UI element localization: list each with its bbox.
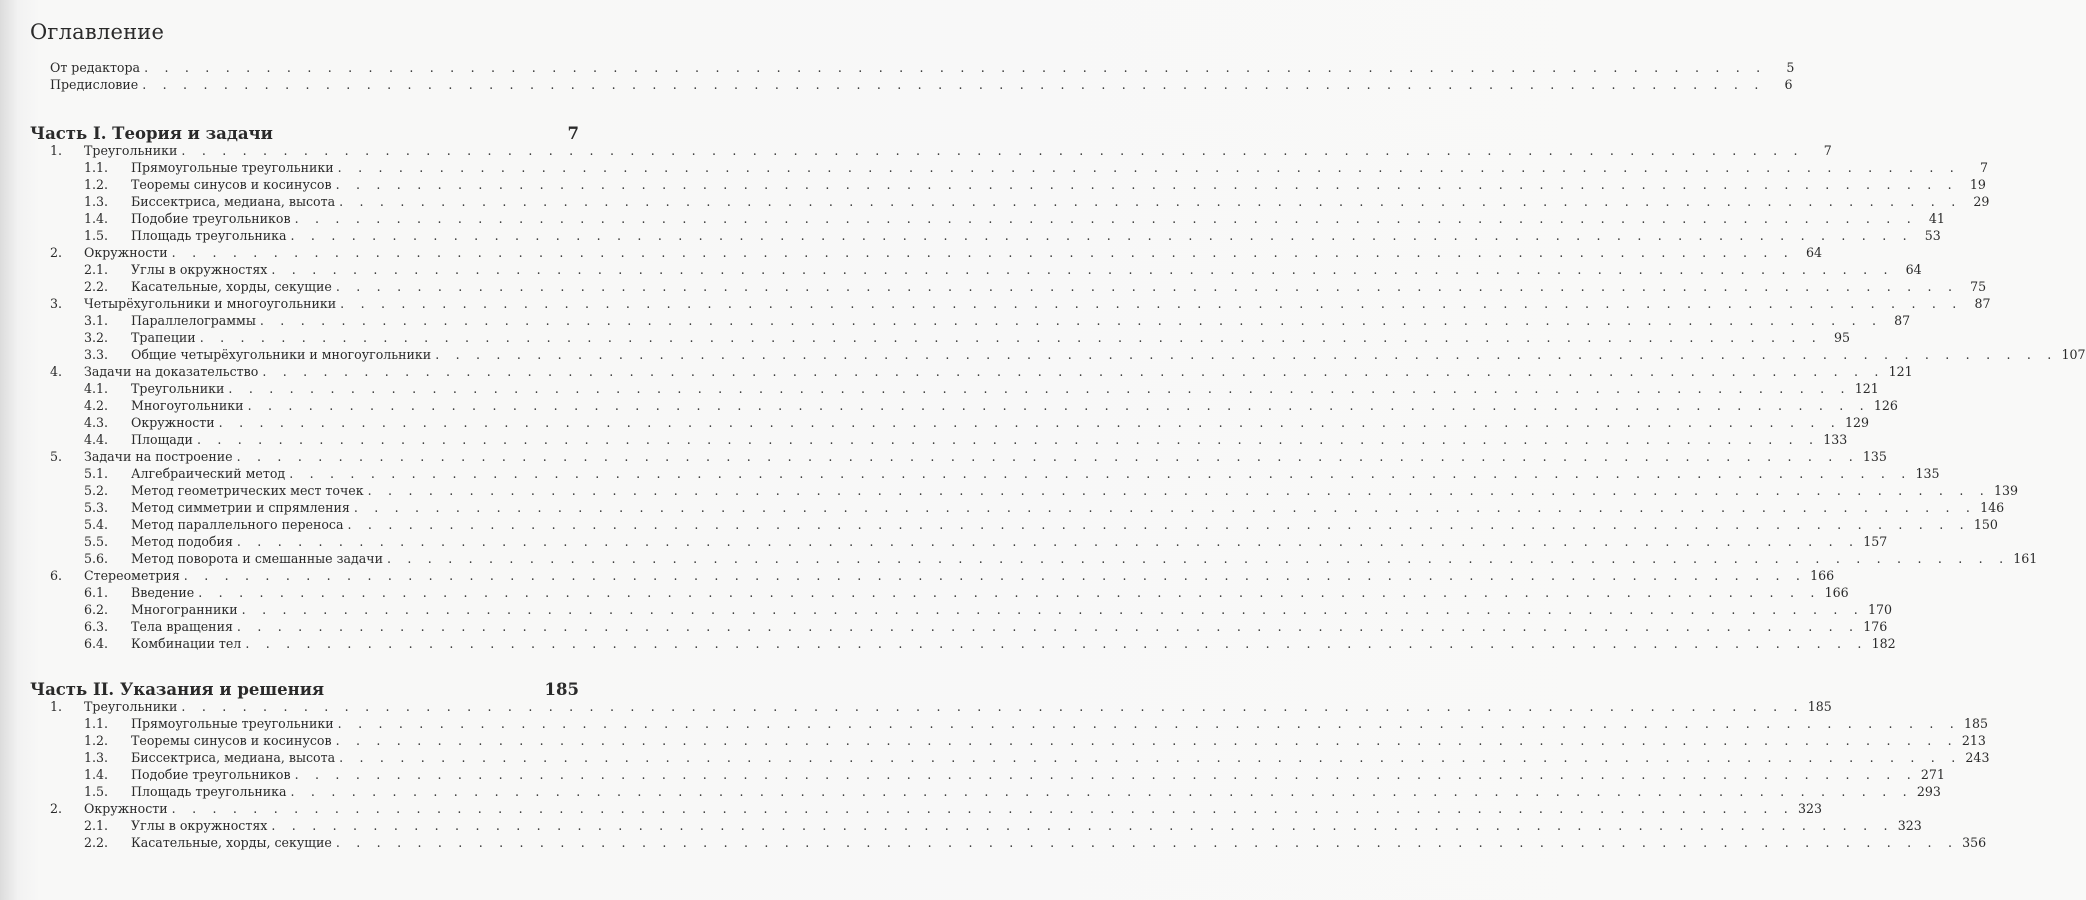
entry-text bbox=[131, 817, 1922, 834]
entry-number: 5.4. bbox=[84, 517, 109, 532]
entry-text bbox=[131, 193, 1990, 210]
entry-title: Углы в окружностях bbox=[131, 262, 268, 277]
part-heading[interactable] bbox=[30, 680, 579, 699]
entry-title: Задачи на построение bbox=[84, 449, 233, 464]
toc-entry-section[interactable] bbox=[0, 618, 1888, 635]
entry-page: 53 bbox=[1924, 228, 1941, 243]
entry-title: Метод подобия bbox=[131, 534, 233, 549]
entry-page: 29 bbox=[1973, 194, 1990, 209]
dot-leader: . . . . . . . . . . . . . . . . . . . . . . . . . . . . . . . . . . . . . . . . . . . . . . . . . . . . . . . . . . . . . . . . . . . . . . . . . . . . . . . . bbox=[142, 77, 1765, 92]
entry-number: 2.2. bbox=[84, 279, 109, 294]
entry-page: 323 bbox=[1797, 801, 1823, 816]
entry-page: 64 bbox=[1905, 262, 1922, 277]
entry-number: 1.5. bbox=[84, 784, 109, 799]
toc-entry-section[interactable] bbox=[0, 397, 1898, 414]
entry-text bbox=[131, 550, 2038, 567]
entry-page: 133 bbox=[1823, 432, 1848, 447]
entry-text bbox=[84, 295, 1991, 312]
entry-text bbox=[131, 465, 1940, 482]
entry-page: 182 bbox=[1871, 636, 1896, 651]
entry-text bbox=[131, 618, 1888, 635]
toc-entry-section[interactable] bbox=[0, 261, 1922, 278]
dot-leader: . . . . . . . . . . . . . . . . . . . . . . . . . . . . . . . . . . . . . . . . . . . . . . . . . . . . . . . . . . . . . . . . . . . . . . . . . . . . . . . . bbox=[236, 619, 1860, 634]
entry-title: Касательные, хорды, секущие bbox=[131, 835, 332, 850]
entry-text bbox=[84, 567, 1835, 584]
dot-leader: . . . . . . . . . . . . . . . . . . . . . . . . . . . . . . . . . . . . . . . . . . . . . . . . . . . . . . . . . . . . . . . . . . . . . . . . . . . . . . . . bbox=[335, 177, 1958, 192]
entry-number: 1.4. bbox=[84, 767, 109, 782]
entry-title: Метод параллельного переноса bbox=[131, 517, 344, 532]
dot-leader: . . . . . . . . . . . . . . . . . . . . . . . . . . . . . . . . . . . . . . . . . . . . . . . . . . . . . . . . . . . . . . . . . . . . . . . . . . . . . . . . bbox=[294, 211, 1917, 226]
entry-page: 64 bbox=[1805, 245, 1822, 260]
entry-page: 95 bbox=[1833, 330, 1851, 345]
entry-title: Алгебраический метод bbox=[131, 466, 286, 481]
entry-number: 2. bbox=[50, 245, 63, 260]
entry-title: Треугольники bbox=[84, 699, 178, 714]
entry-title: Окружности bbox=[84, 801, 168, 816]
entry-page: 107 bbox=[2061, 347, 2086, 362]
entry-number: 5.3. bbox=[84, 500, 109, 515]
entry-page: 7 bbox=[1823, 143, 1832, 158]
toc-entry-section[interactable] bbox=[0, 159, 1988, 176]
toc-entry-section[interactable] bbox=[0, 193, 1990, 210]
entry-number: 4.3. bbox=[84, 415, 109, 430]
entry-text bbox=[131, 261, 1922, 278]
entry-page: 19 bbox=[1969, 177, 1986, 192]
toc-entry-section[interactable] bbox=[0, 584, 1849, 601]
toc-entry-section[interactable] bbox=[0, 278, 1987, 295]
entry-number: 2. bbox=[50, 801, 63, 816]
entry-number: 5. bbox=[50, 449, 63, 464]
dot-leader: . . . . . . . . . . . . . . . . . . . . . . . . . . . . . . . . . . . . . . . . . . . . . . . . . . . . . . . . . . . . . . . . . . . . . . . . . . . . . . . . bbox=[337, 160, 1960, 175]
toc-entry-section[interactable] bbox=[0, 482, 2018, 499]
dot-leader: . . . . . . . . . . . . . . . . . . . . . . . . . . . . . . . . . . . . . . . . . . . . . . . . . . . . . . . . . . . . . . . . . . . . . . . . . . . . . . . . bbox=[199, 330, 1823, 345]
entry-number: 1. bbox=[50, 699, 63, 714]
dot-leader: . . . . . . . . . . . . . . . . . . . . . . . . . . . . . . . . . . . . . . . . . . . . . . . . . . . . . . . . . . . . . . . . . . . . . . . . . . . . . . . . bbox=[196, 432, 1820, 447]
entry-text bbox=[131, 749, 1990, 766]
entry-page: 135 bbox=[1862, 449, 1887, 464]
entry-title: Подобие треугольников bbox=[131, 767, 291, 782]
entry-page: 126 bbox=[1873, 398, 1898, 413]
toc-entry-front[interactable] bbox=[0, 76, 1793, 93]
entry-page: 75 bbox=[1970, 279, 1987, 294]
entry-page: 129 bbox=[1844, 415, 1870, 430]
entry-title: Площади bbox=[131, 432, 193, 447]
entry-page: 166 bbox=[1824, 585, 1849, 600]
toc-entry-chapter[interactable] bbox=[0, 363, 1913, 380]
dot-leader: . . . . . . . . . . . . . . . . . . . . . . . . . . . . . . . . . . . . . . . . . . . . . . . . . . . . . . . . . . . . . . . . . . . . . . . . . . . . . . . . bbox=[236, 449, 1859, 464]
entry-number: 6.2. bbox=[84, 602, 109, 617]
dot-leader: . . . . . . . . . . . . . . . . . . . . . . . . . . . . . . . . . . . . . . . . . . . . . . . . . . . . . . . . . . . . . . . . . . . . . . . . . . . . . . . . bbox=[347, 517, 1970, 532]
entry-title: Многоугольники bbox=[131, 398, 244, 413]
entry-page: 121 bbox=[1888, 364, 1913, 379]
entry-page: 150 bbox=[1973, 517, 1998, 532]
entry-title: Площадь треугольника bbox=[131, 228, 287, 243]
entry-title: Четырёхугольники и многоугольники bbox=[84, 296, 337, 311]
entry-title: Биссектриса, медиана, высота bbox=[131, 750, 336, 765]
entry-number: 1.2. bbox=[84, 733, 109, 748]
entry-number: 4. bbox=[50, 364, 63, 379]
entry-title: Метод геометрических мест точек bbox=[131, 483, 364, 498]
entry-text bbox=[84, 800, 1823, 817]
toc-entry-section[interactable] bbox=[0, 465, 1940, 482]
entry-number: 3. bbox=[50, 296, 63, 311]
entry-title: Введение bbox=[131, 585, 195, 600]
entry-number: 1.2. bbox=[84, 177, 109, 192]
toc-entry-section[interactable] bbox=[0, 601, 1893, 618]
entry-page: 135 bbox=[1915, 466, 1940, 481]
entry-number: 5.5. bbox=[84, 534, 109, 549]
entry-page: 6 bbox=[1784, 77, 1793, 92]
entry-page: 161 bbox=[2013, 551, 2038, 566]
dot-leader: . . . . . . . . . . . . . . . . . . . . . . . . . . . . . . . . . . . . . . . . . . . . . . . . . . . . . . . . . . . . . . . . . . . . . . . . . . . . . . . . bbox=[294, 767, 1917, 782]
dot-leader: . . . . . . . . . . . . . . . . . . . . . . . . . . . . . . . . . . . . . . . . . . . . . . . . . . . . . . . . . . . . . . . . . . . . . . . . . . . . . . . . bbox=[247, 398, 1870, 413]
entry-text bbox=[131, 635, 1896, 652]
entry-title: Общие четырёхугольники и многоугольники bbox=[131, 347, 432, 362]
entry-title: Биссектриса, медиана, высота bbox=[131, 194, 336, 209]
entry-text bbox=[131, 414, 1870, 431]
toc-entry-section[interactable] bbox=[0, 312, 1911, 329]
entry-page: 87 bbox=[1894, 313, 1911, 328]
entry-title: Прямоугольные треугольники bbox=[131, 160, 334, 175]
toc-entry-section[interactable] bbox=[0, 176, 1986, 193]
toc-entry-section[interactable] bbox=[0, 834, 1987, 851]
part-title: Часть I. Теория и задачи bbox=[30, 124, 273, 143]
toc-entry-section[interactable] bbox=[0, 732, 1986, 749]
dot-leader: . . . . . . . . . . . . . . . . . . . . . . . . . . . . . . . . . . . . . . . . . . . . . . . . . . . . . . . . . . . . . . . . . . . . . . . . . . . . . . . . bbox=[181, 699, 1804, 714]
entry-page: 293 bbox=[1916, 784, 1941, 799]
dot-leader: . . . . . . . . . . . . . . . . . . . . . . . . . . . . . . . . . . . . . . . . . . . . . . . . . . . . . . . . . . . . . . . . . . . . . . . . . . . . . . . . bbox=[337, 716, 1960, 731]
dot-leader: . . . . . . . . . . . . . . . . . . . . . . . . . . . . . . . . . . . . . . . . . . . . . . . . . . . . . . . . . . . . . . . . . . . . . . . . . . . . . . . . bbox=[241, 602, 1864, 617]
entry-number: 1.1. bbox=[84, 716, 109, 731]
toc-entry-section[interactable] bbox=[0, 380, 1879, 397]
entry-page: 7 bbox=[1979, 160, 1988, 175]
dot-leader: . . . . . . . . . . . . . . . . . . . . . . . . . . . . . . . . . . . . . . . . . . . . . . . . . . . . . . . . . . . . . . . . . . . . . . . . . . . . . . . . bbox=[236, 534, 1860, 549]
entry-title: Площадь треугольника bbox=[131, 784, 287, 799]
entry-title: Предисловие bbox=[50, 77, 139, 92]
entry-title: Подобие треугольников bbox=[131, 211, 291, 226]
entry-text bbox=[84, 244, 1822, 261]
entry-number: 2.1. bbox=[84, 262, 109, 277]
entry-title: Трапеции bbox=[131, 330, 196, 345]
entry-number: 6.3. bbox=[84, 619, 109, 634]
toc-entry-section[interactable] bbox=[0, 414, 1870, 431]
entry-text bbox=[84, 698, 1832, 715]
entry-number: 5.1. bbox=[84, 466, 109, 481]
entry-title: Параллелограммы bbox=[131, 313, 256, 328]
entry-page: 5 bbox=[1786, 60, 1795, 75]
entry-number: 2.2. bbox=[84, 835, 109, 850]
entry-number: 3.2. bbox=[84, 330, 109, 345]
toc-entry-chapter[interactable] bbox=[0, 244, 1822, 261]
dot-leader: . . . . . . . . . . . . . . . . . . . . . . . . . . . . . . . . . . . . . . . . . . . . . . . . . . . . . . . . . . . . . . . . . . . . . . . . . . . . . . . . bbox=[271, 262, 1894, 277]
entry-text bbox=[131, 715, 1989, 732]
dot-leader: . . . . . . . . . . . . . . . . . . . . . . . . . . . . . . . . . . . . . . . . . . . . . . . . . . . . . . . . . . . . . . . . . . . . . . . . . . . . . . . . bbox=[367, 483, 1990, 498]
entry-number: 4.4. bbox=[84, 432, 109, 447]
dot-leader: . . . . . . . . . . . . . . . . . . . . . . . . . . . . . . . . . . . . . . . . . . . . . . . . . . . . . . . . . . . . . . . . . . . . . . . . . . . . . . . . bbox=[290, 784, 1913, 799]
entry-number: 1.4. bbox=[84, 211, 109, 226]
dot-leader: . . . . . . . . . . . . . . . . . . . . . . . . . . . . . . . . . . . . . . . . . . . . . . . . . . . . . . . . . . . . . . . . . . . . . . . . . . . . . . . . bbox=[262, 364, 1885, 379]
entry-title: Треугольники bbox=[84, 143, 178, 158]
dot-leader: . . . . . . . . . . . . . . . . . . . . . . . . . . . . . . . . . . . . . . . . . . . . . . . . . . . . . . . . . . . . . . . . . . . . . . . . . . . . . . . . bbox=[181, 143, 1804, 158]
toc-entry-chapter[interactable] bbox=[0, 142, 1832, 159]
entry-title: Треугольники bbox=[131, 381, 225, 396]
dot-leader: . . . . . . . . . . . . . . . . . . . . . . . . . . . . . . . . . . . . . . . . . . . . . . . . . . . . . . . . . . . . . . . . . . . . . . . . . . . . . . . . bbox=[353, 500, 1977, 515]
entry-text bbox=[131, 601, 1893, 618]
dot-leader: . . . . . . . . . . . . . . . . . . . . . . . . . . . . . . . . . . . . . . . . . . . . . . . . . . . . . . . . . . . . . . . . . . . . . . . . . . . . . . . . bbox=[245, 636, 1868, 651]
entry-page: 185 bbox=[1807, 699, 1832, 714]
entry-text bbox=[131, 482, 2018, 499]
dot-leader: . . . . . . . . . . . . . . . . . . . . . . . . . . . . . . . . . . . . . . . . . . . . . . . . . . . . . . . . . . . . . . . . . . . . . . . . . . . . . . . . bbox=[171, 245, 1794, 260]
entry-text bbox=[131, 210, 1945, 227]
entry-number: 6.4. bbox=[84, 636, 109, 651]
part-title: Часть II. Указания и решения bbox=[30, 680, 325, 699]
toc-entry-chapter[interactable] bbox=[0, 698, 1832, 715]
toc-entry-section[interactable] bbox=[0, 516, 1998, 533]
entry-text bbox=[131, 584, 1849, 601]
entry-title: Метод поворота и смешанные задачи bbox=[131, 551, 383, 566]
dot-leader: . . . . . . . . . . . . . . . . . . . . . . . . . . . . . . . . . . . . . . . . . . . . . . . . . . . . . . . . . . . . . . . . . . . . . . . . . . . . . . . . bbox=[435, 347, 2058, 362]
dot-leader: . . . . . . . . . . . . . . . . . . . . . . . . . . . . . . . . . . . . . . . . . . . . . . . . . . . . . . . . . . . . . . . . . . . . . . . . . . . . . . . . bbox=[198, 585, 1821, 600]
toc-entry-section[interactable] bbox=[0, 715, 1989, 732]
entry-number: 1. bbox=[50, 143, 63, 158]
entry-number: 6. bbox=[50, 568, 63, 583]
entry-number: 1.3. bbox=[84, 194, 109, 209]
entry-title: Прямоугольные треугольники bbox=[131, 716, 334, 731]
entry-page: 185 bbox=[1963, 716, 1989, 731]
entry-page: 271 bbox=[1920, 767, 1945, 782]
toc-entry-section[interactable] bbox=[0, 329, 1851, 346]
entry-text bbox=[131, 329, 1851, 346]
entry-text bbox=[50, 59, 1795, 76]
entry-number: 4.1. bbox=[84, 381, 109, 396]
dot-leader: . . . . . . . . . . . . . . . . . . . . . . . . . . . . . . . . . . . . . . . . . . . . . . . . . . . . . . . . . . . . . . . . . . . . . . . . . . . . . . . . bbox=[335, 733, 1958, 748]
entry-text bbox=[131, 397, 1898, 414]
entry-number: 6.1. bbox=[84, 585, 109, 600]
entry-text bbox=[131, 346, 2086, 363]
entry-page: 157 bbox=[1863, 534, 1888, 549]
toc-entry-chapter[interactable] bbox=[0, 567, 1835, 584]
toc-entry-section[interactable] bbox=[0, 346, 2086, 363]
entry-title: Окружности bbox=[131, 415, 215, 430]
entry-page: 139 bbox=[1993, 483, 2018, 498]
toc-entry-section[interactable] bbox=[0, 766, 1945, 783]
toc-entry-section[interactable] bbox=[0, 783, 1941, 800]
entry-title: Метод симметрии и спрямления bbox=[131, 500, 350, 515]
entry-title: Комбинации тел bbox=[131, 636, 242, 651]
toc-entry-section[interactable] bbox=[0, 533, 1888, 550]
dot-leader: . . . . . . . . . . . . . . . . . . . . . . . . . . . . . . . . . . . . . . . . . . . . . . . . . . . . . . . . . . . . . . . . . . . . . . . . . . . . . . . . bbox=[290, 228, 1913, 243]
entry-page: 176 bbox=[1863, 619, 1888, 634]
entry-number: 3.1. bbox=[84, 313, 109, 328]
toc-entry-section[interactable] bbox=[0, 749, 1990, 766]
dot-leader: . . . . . . . . . . . . . . . . . . . . . . . . . . . . . . . . . . . . . . . . . . . . . . . . . . . . . . . . . . . . . . . . . . . . . . . . . . . . . . . . bbox=[335, 835, 1959, 850]
entry-title: Теоремы синусов и косинусов bbox=[131, 177, 332, 192]
entry-text bbox=[131, 516, 1998, 533]
entry-text bbox=[131, 499, 2005, 516]
entry-number: 3.3. bbox=[84, 347, 109, 362]
entry-page: 146 bbox=[1980, 500, 2005, 515]
entry-text bbox=[84, 363, 1913, 380]
dot-leader: . . . . . . . . . . . . . . . . . . . . . . . . . . . . . . . . . . . . . . . . . . . . . . . . . . . . . . . . . . . . . . . . . . . . . . . . . . . . . . . . bbox=[289, 466, 1912, 481]
part-page: 185 bbox=[544, 680, 579, 699]
entry-number: 1.3. bbox=[84, 750, 109, 765]
toc-entry-chapter[interactable] bbox=[0, 295, 1991, 312]
entry-text bbox=[131, 834, 1987, 851]
entry-text bbox=[84, 448, 1887, 465]
entry-page: 166 bbox=[1810, 568, 1835, 583]
entry-page: 213 bbox=[1961, 733, 1986, 748]
toc-entry-section[interactable] bbox=[0, 817, 1922, 834]
entry-page: 323 bbox=[1897, 818, 1922, 833]
entry-text bbox=[131, 732, 1986, 749]
dot-leader: . . . . . . . . . . . . . . . . . . . . . . . . . . . . . . . . . . . . . . . . . . . . . . . . . . . . . . . . . . . . . . . . . . . . . . . . . . . . . . . . bbox=[259, 313, 1883, 328]
dot-leader: . . . . . . . . . . . . . . . . . . . . . . . . . . . . . . . . . . . . . . . . . . . . . . . . . . . . . . . . . . . . . . . . . . . . . . . . . . . . . . . . bbox=[339, 750, 1962, 765]
toc-entry-section[interactable] bbox=[0, 431, 1848, 448]
entry-page: 170 bbox=[1867, 602, 1893, 617]
dot-leader: . . . . . . . . . . . . . . . . . . . . . . . . . . . . . . . . . . . . . . . . . . . . . . . . . . . . . . . . . . . . . . . . . . . . . . . . . . . . . . . . bbox=[144, 60, 1767, 75]
entry-text bbox=[131, 533, 1888, 550]
dot-leader: . . . . . . . . . . . . . . . . . . . . . . . . . . . . . . . . . . . . . . . . . . . . . . . . . . . . . . . . . . . . . . . . . . . . . . . . . . . . . . . . bbox=[271, 818, 1894, 833]
entry-number: 5.6. bbox=[84, 551, 109, 566]
entry-number: 1.5. bbox=[84, 228, 109, 243]
entry-title: От редактора bbox=[50, 60, 141, 75]
entry-number: 2.1. bbox=[84, 818, 109, 833]
entry-title: Задачи на доказательство bbox=[84, 364, 259, 379]
entry-title: Касательные, хорды, секущие bbox=[131, 279, 332, 294]
dot-leader: . . . . . . . . . . . . . . . . . . . . . . . . . . . . . . . . . . . . . . . . . . . . . . . . . . . . . . . . . . . . . . . . . . . . . . . . . . . . . . . . bbox=[228, 381, 1851, 396]
entry-title: Окружности bbox=[84, 245, 168, 260]
entry-number: 1.1. bbox=[84, 160, 109, 175]
entry-title: Тела вращения bbox=[131, 619, 233, 634]
entry-text bbox=[131, 766, 1945, 783]
entry-number: 5.2. bbox=[84, 483, 109, 498]
toc-entry-chapter[interactable] bbox=[0, 448, 1887, 465]
entry-page: 87 bbox=[1974, 296, 1991, 311]
toc-entry-section[interactable] bbox=[0, 227, 1941, 244]
entry-title: Углы в окружностях bbox=[131, 818, 268, 833]
entry-text bbox=[131, 278, 1987, 295]
toc-entry-section[interactable] bbox=[0, 635, 1896, 652]
entry-number: 4.2. bbox=[84, 398, 109, 413]
entry-title: Теоремы синусов и косинусов bbox=[131, 733, 332, 748]
entry-page: 243 bbox=[1965, 750, 1990, 765]
entry-page: 121 bbox=[1854, 381, 1879, 396]
dot-leader: . . . . . . . . . . . . . . . . . . . . . . . . . . . . . . . . . . . . . . . . . . . . . . . . . . . . . . . . . . . . . . . . . . . . . . . . . . . . . . . . bbox=[171, 801, 1794, 816]
dot-leader: . . . . . . . . . . . . . . . . . . . . . . . . . . . . . . . . . . . . . . . . . . . . . . . . . . . . . . . . . . . . . . . . . . . . . . . . . . . . . . . . bbox=[218, 415, 1841, 430]
entry-page: 356 bbox=[1962, 835, 1987, 850]
entry-text bbox=[131, 783, 1941, 800]
entry-title: Стереометрия bbox=[84, 568, 180, 583]
entry-text bbox=[131, 159, 1988, 176]
entry-text bbox=[131, 227, 1941, 244]
toc-entry-section[interactable] bbox=[0, 550, 2038, 567]
page-title: Оглавление bbox=[30, 20, 165, 44]
toc-entry-section[interactable] bbox=[0, 210, 1945, 227]
entry-text bbox=[131, 380, 1879, 397]
dot-leader: . . . . . . . . . . . . . . . . . . . . . . . . . . . . . . . . . . . . . . . . . . . . . . . . . . . . . . . . . . . . . . . . . . . . . . . . . . . . . . . . bbox=[386, 551, 2010, 566]
part-page: 7 bbox=[567, 124, 579, 143]
toc-entry-front[interactable] bbox=[0, 59, 1795, 76]
dot-leader: . . . . . . . . . . . . . . . . . . . . . . . . . . . . . . . . . . . . . . . . . . . . . . . . . . . . . . . . . . . . . . . . . . . . . . . . . . . . . . . . bbox=[340, 296, 1963, 311]
toc-entry-chapter[interactable] bbox=[0, 800, 1823, 817]
entry-text bbox=[50, 76, 1793, 93]
dot-leader: . . . . . . . . . . . . . . . . . . . . . . . . . . . . . . . . . . . . . . . . . . . . . . . . . . . . . . . . . . . . . . . . . . . . . . . . . . . . . . . . bbox=[339, 194, 1962, 209]
entry-text bbox=[131, 176, 1986, 193]
entry-title: Многогранники bbox=[131, 602, 238, 617]
entry-text bbox=[84, 142, 1832, 159]
entry-page: 41 bbox=[1928, 211, 1945, 226]
entry-text bbox=[131, 431, 1848, 448]
part-heading[interactable] bbox=[30, 124, 579, 143]
dot-leader: . . . . . . . . . . . . . . . . . . . . . . . . . . . . . . . . . . . . . . . . . . . . . . . . . . . . . . . . . . . . . . . . . . . . . . . . . . . . . . . . bbox=[335, 279, 1959, 294]
dot-leader: . . . . . . . . . . . . . . . . . . . . . . . . . . . . . . . . . . . . . . . . . . . . . . . . . . . . . . . . . . . . . . . . . . . . . . . . . . . . . . . . bbox=[183, 568, 1807, 583]
toc-entry-section[interactable] bbox=[0, 499, 2005, 516]
entry-text bbox=[131, 312, 1911, 329]
